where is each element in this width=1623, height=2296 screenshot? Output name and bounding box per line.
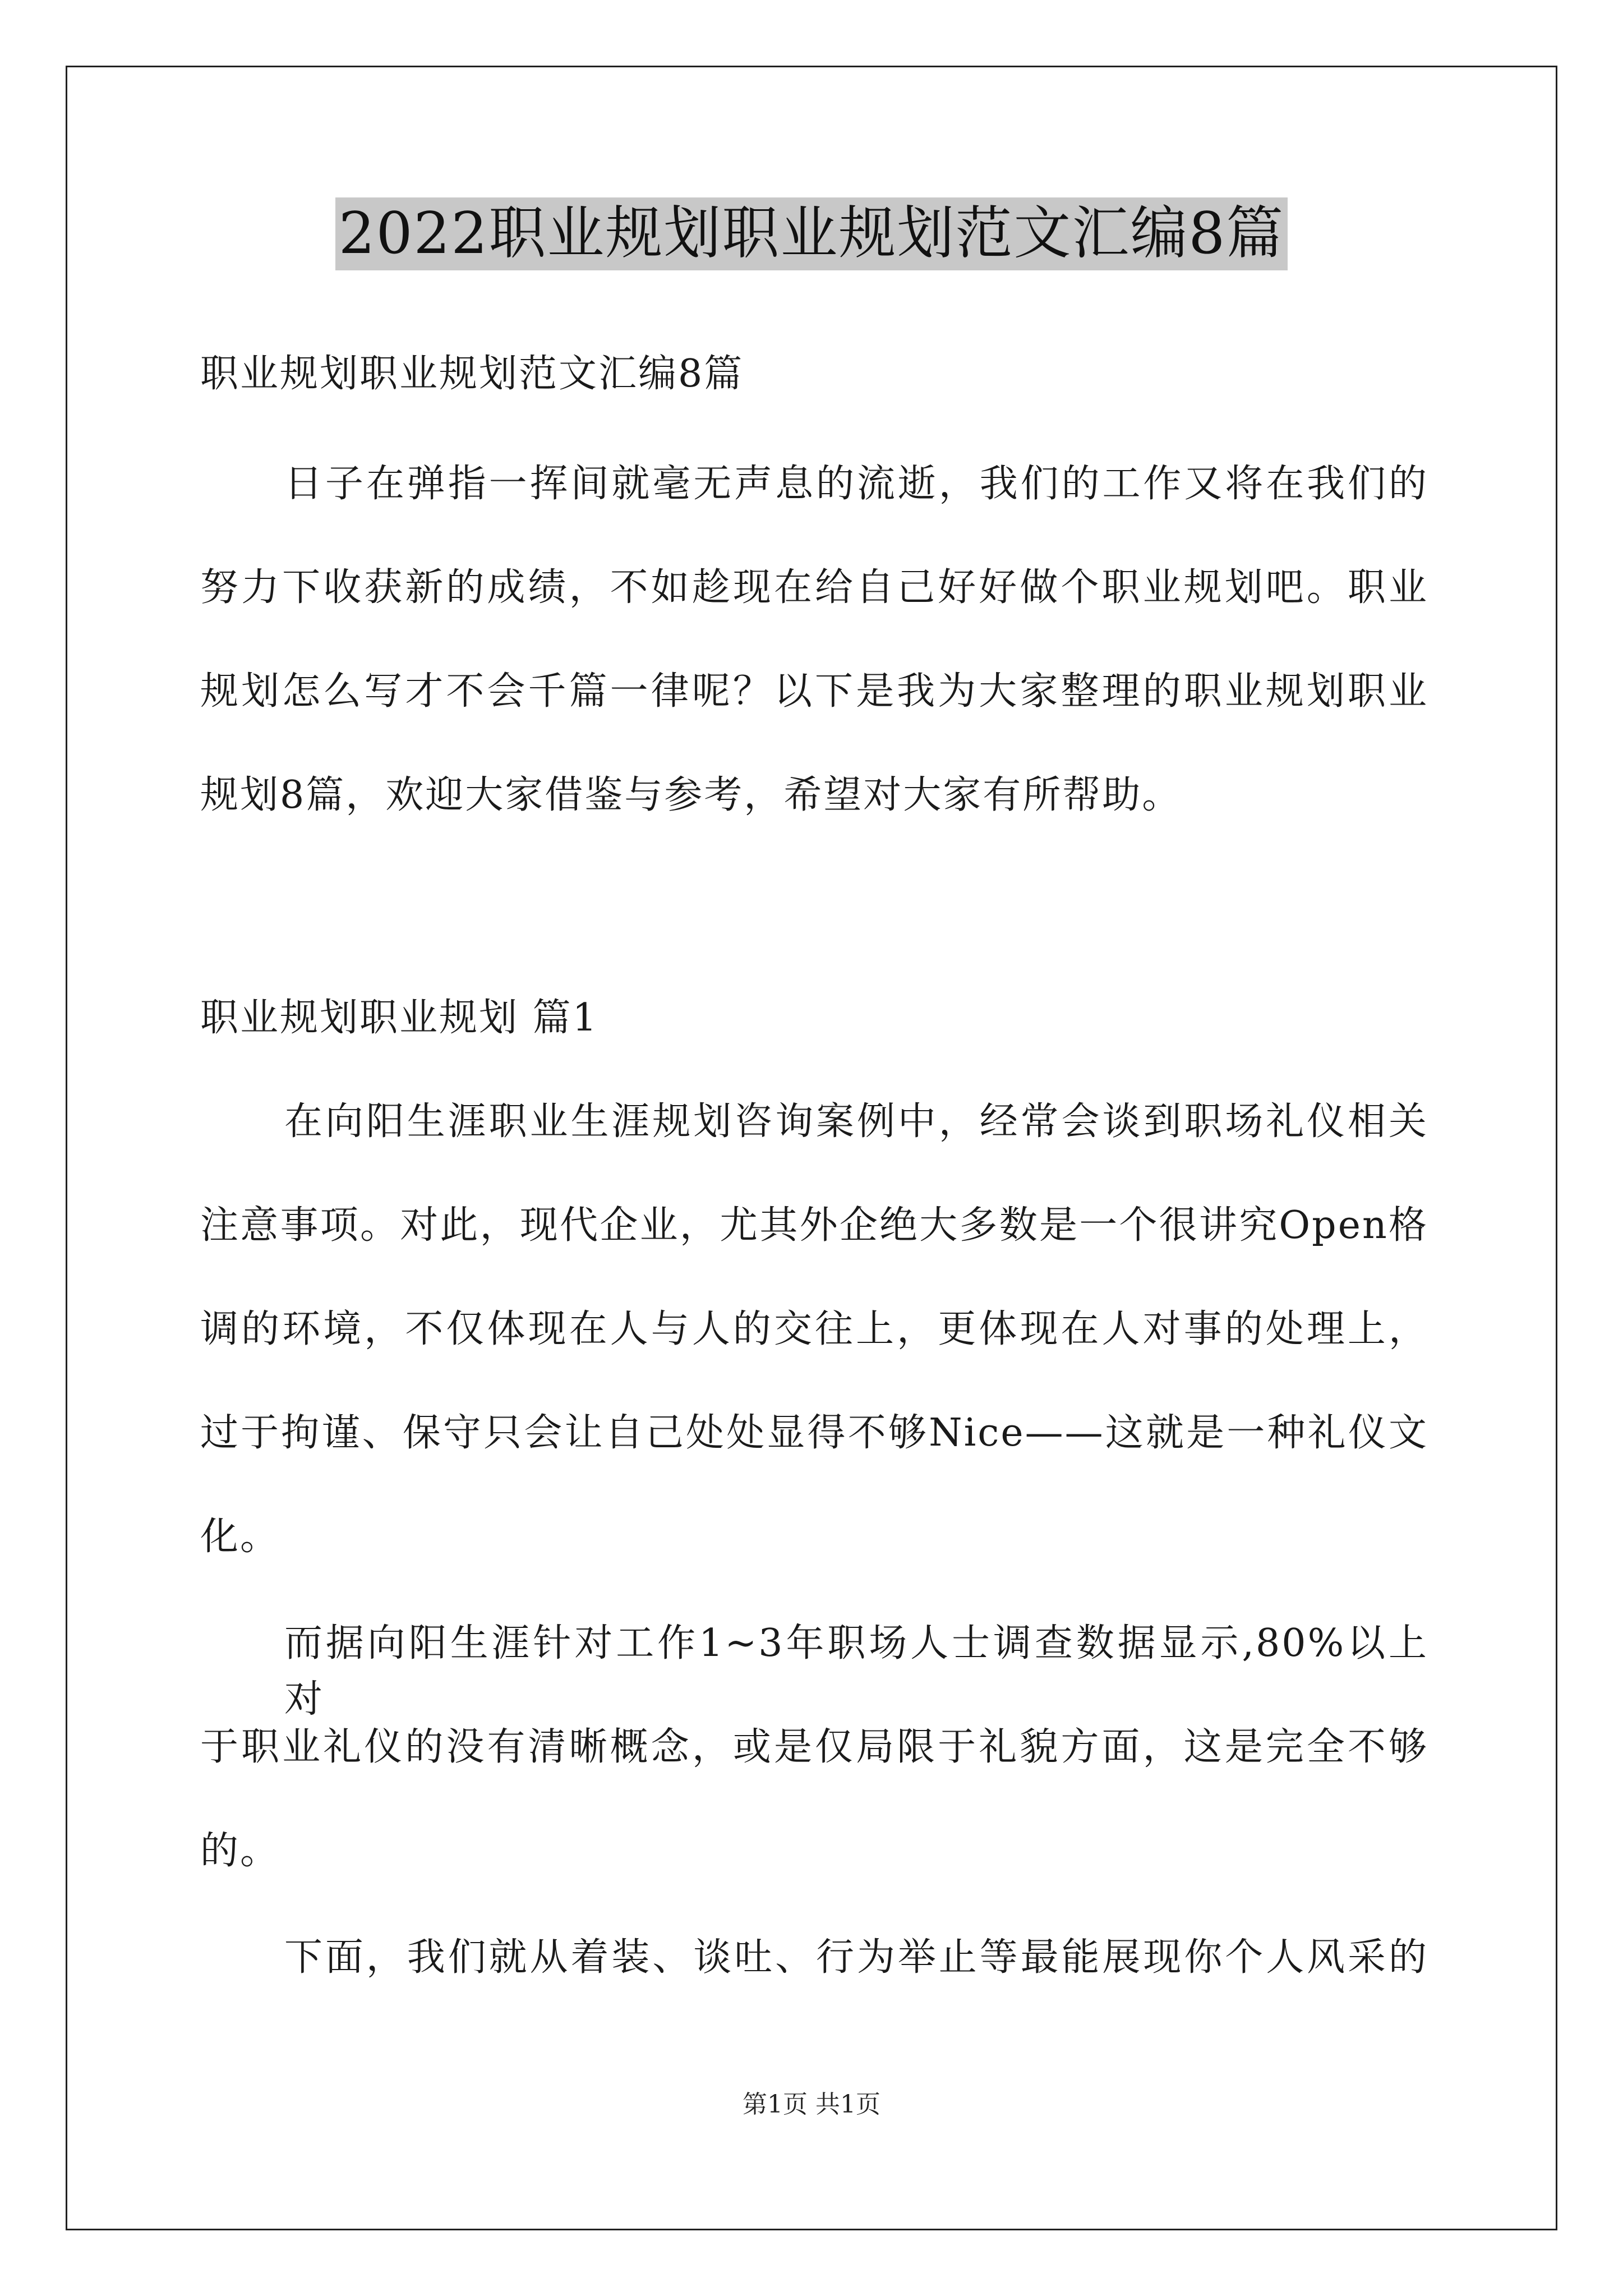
document-title: 2022职业规划职业规划范文汇编8篇: [335, 197, 1288, 270]
paragraph-line: 下面，我们就从着装、谈吐、行为举止等最能展现你个人风采的: [284, 1935, 1428, 1980]
paragraph-line: 调的环境，不仅体现在人与人的交往上，更体现在人对事的处理上，: [200, 1307, 1428, 1351]
intro-line: 规划8篇，欢迎大家借鉴与参考，希望对大家有所帮助。: [200, 773, 1182, 817]
page-footer: 第1页 共1页: [743, 2090, 880, 2119]
paragraph-line: 的。: [200, 1829, 280, 1873]
paragraph-line: 于职业礼仪的没有清晰概念，或是仅局限于礼貌方面，这是完全不够: [200, 1725, 1428, 1769]
title-container: [0, 197, 1623, 270]
section-heading: 职业规划职业规划 篇1: [200, 996, 598, 1040]
paragraph-line: 过于拘谨、保守只会让自己处处显得不够Nice——这就是一种礼仪文: [200, 1411, 1428, 1455]
paragraph-line: 而据向阳生涯针对工作1~3年职场人士调查数据显示,80%以上对: [284, 1621, 1428, 1722]
intro-line: 规划怎么写才不会千篇一律呢？以下是我为大家整理的职业规划职业: [200, 669, 1428, 714]
subtitle: 职业规划职业规划范文汇编8篇: [200, 352, 744, 396]
paragraph-line: 化。: [200, 1515, 280, 1559]
intro-line: 日子在弹指一挥间就毫无声息的流逝，我们的工作又将在我们的: [284, 462, 1428, 506]
paragraph-line: 在向阳生涯职业生涯规划咨询案例中，经常会谈到职场礼仪相关: [284, 1099, 1428, 1144]
intro-line: 努力下收获新的成绩，不如趁现在给自己好好做个职业规划吧。职业: [200, 565, 1428, 610]
paragraph-line: 注意事项。对此，现代企业，尤其外企绝大多数是一个很讲究Open格: [200, 1203, 1428, 1248]
